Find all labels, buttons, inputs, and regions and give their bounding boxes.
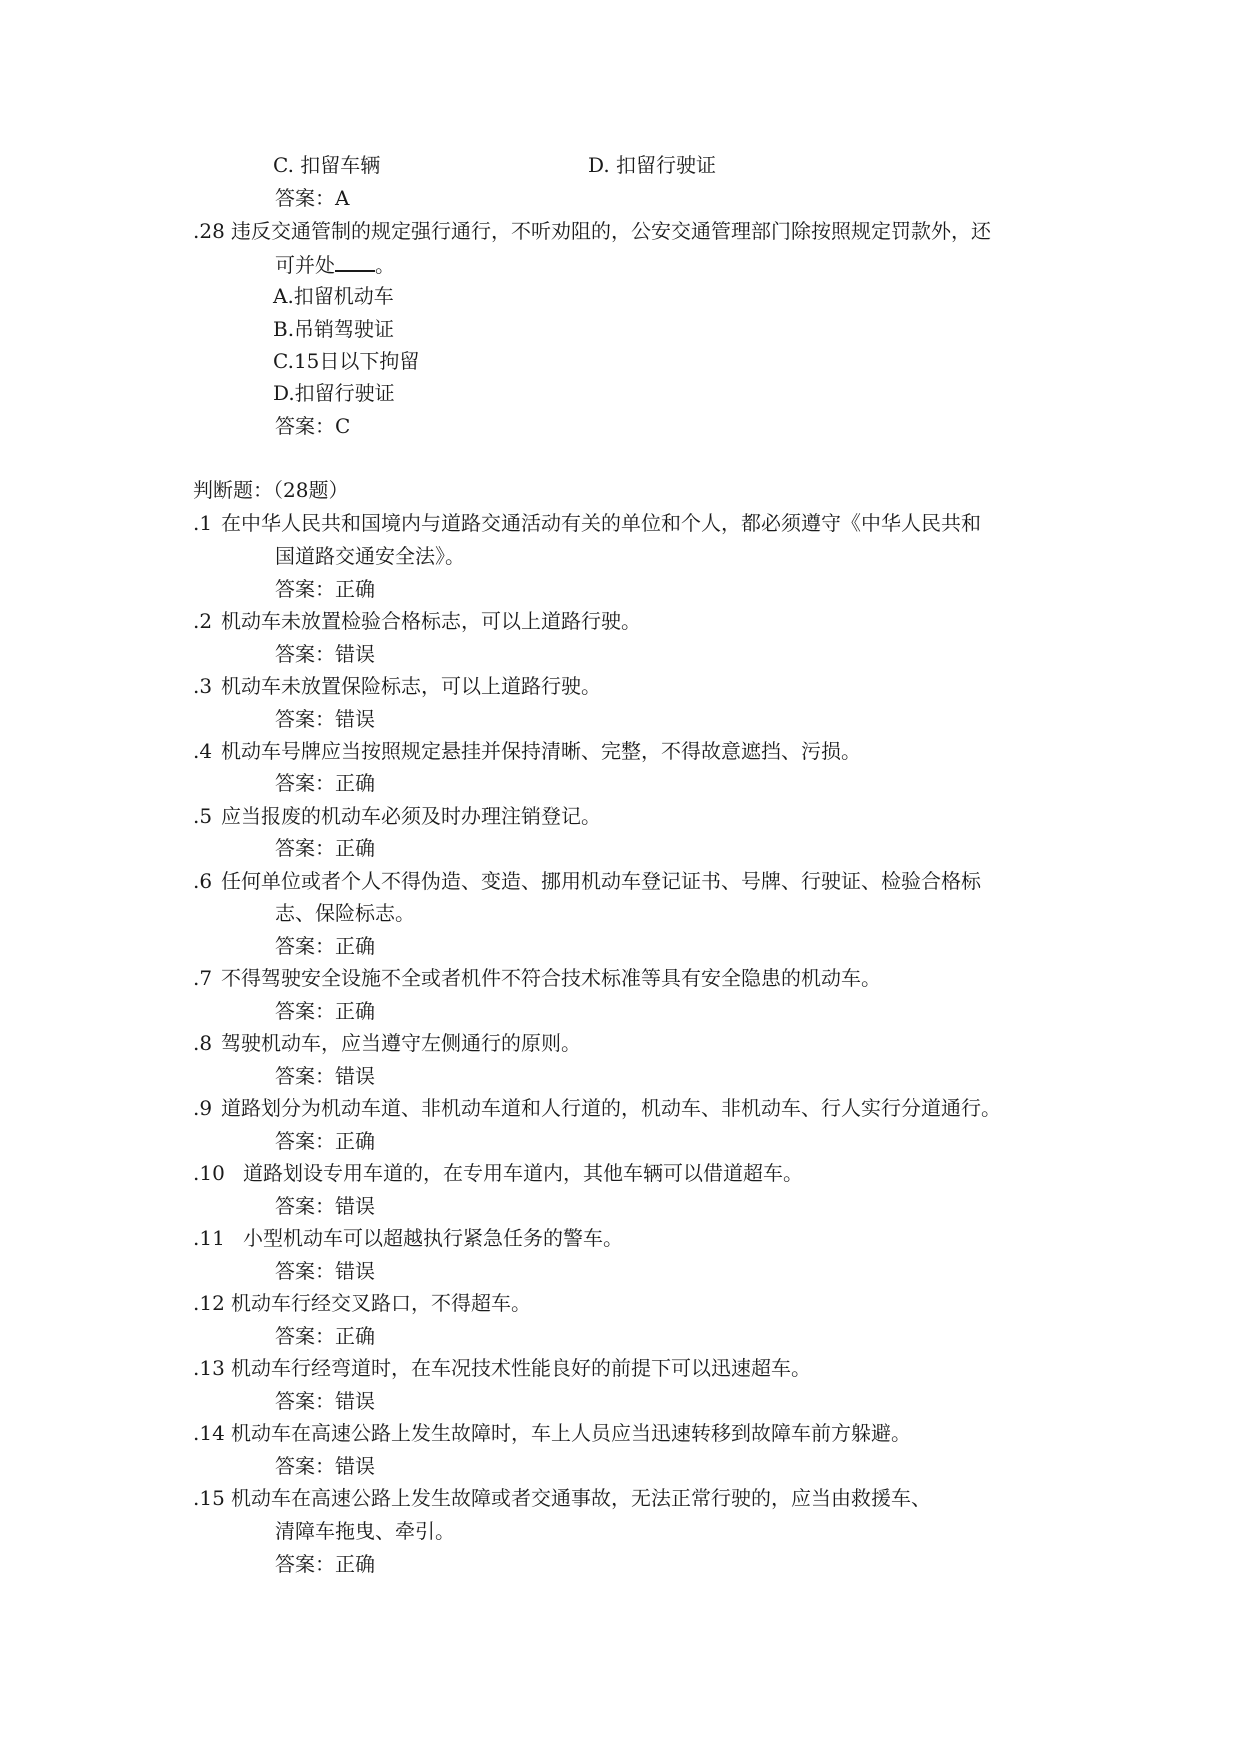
tf-text: 在中华人民共和国境内与道路交通活动有关的单位和个人，都必须遵守《中华人民共和 [221,511,981,535]
tf-text: 机动车在高速公路上发生故障时，车上人员应当迅速转移到故障车前方躲避。 [231,1421,911,1445]
q28-text-line2 [275,252,395,276]
q28-answer: 答案：C [275,414,351,438]
tf-number: .5 [193,804,213,828]
q28-text-before: 可并处 [275,253,335,277]
q28-blank [335,252,375,272]
q28-option-b: B.吊销驾驶证 [273,317,395,341]
tf-answer: 答案：错误 [275,642,375,666]
tf-answer: 答案：正确 [275,1552,375,1576]
q28-option-d: D.扣留行驶证 [273,381,395,405]
tf-number: .6 [193,869,213,893]
tf-text-cont: 志、保险标志。 [275,901,415,925]
tf-number: .13 [193,1356,225,1380]
tf-number: .9 [193,1096,213,1120]
tf-answer: 答案：正确 [275,577,375,601]
q28-option-c: C.15日以下拘留 [273,349,420,373]
answer-prev: 答案：A [275,186,350,210]
tf-answer: 答案：错误 [275,1259,375,1283]
tf-answer: 答案：正确 [275,1324,375,1348]
tf-text: 道路划设专用车道的，在专用车道内，其他车辆可以借道超车。 [243,1161,803,1185]
tf-number: .14 [193,1421,225,1445]
tf-number: .15 [193,1486,225,1510]
tf-number: .10 [193,1161,225,1185]
tf-text: 任何单位或者个人不得伪造、变造、挪用机动车登记证书、号牌、行驶证、检验合格标 [221,869,981,893]
tf-answer: 答案：正确 [275,999,375,1023]
tf-number: .11 [193,1226,225,1250]
tf-answer: 答案：正确 [275,934,375,958]
q28-option-a: A.扣留机动车 [273,284,394,308]
tf-text-cont: 清障车拖曳、牵引。 [275,1519,455,1543]
tf-answer: 答案：错误 [275,1194,375,1218]
q28-text-line1: 违反交通管制的规定强行通行，不听劝阻的，公安交通管理部门除按照规定罚款外，还 [231,219,991,243]
tf-text: 不得驾驶安全设施不全或者机件不符合技术标准等具有安全隐患的机动车。 [221,966,881,990]
tf-answer: 答案：正确 [275,771,375,795]
tf-number: .8 [193,1031,213,1055]
tf-text: 应当报废的机动车必须及时办理注销登记。 [221,804,601,828]
tf-answer: 答案：错误 [275,1064,375,1088]
tf-text: 机动车号牌应当按照规定悬挂并保持清晰、完整，不得故意遮挡、污损。 [221,739,861,763]
option-d: D. 扣留行驶证 [588,153,717,177]
tf-answer: 答案：正确 [275,836,375,860]
tf-text: 机动车未放置检验合格标志，可以上道路行驶。 [221,609,641,633]
tf-text: 道路划分为机动车道、非机动车道和人行道的，机动车、非机动车、行人实行分道通行。 [221,1096,1001,1120]
tf-answer: 答案：错误 [275,707,375,731]
section-title: 判断题：（28题） [193,478,349,502]
option-c: C. 扣留车辆 [273,153,381,177]
tf-number: .12 [193,1291,225,1315]
tf-answer: 答案：错误 [275,1454,375,1478]
tf-answer: 答案：错误 [275,1389,375,1413]
tf-text: 机动车未放置保险标志，可以上道路行驶。 [221,674,601,698]
tf-text: 小型机动车可以超越执行紧急任务的警车。 [243,1226,623,1250]
tf-answer: 答案：正确 [275,1129,375,1153]
tf-number: .1 [193,511,213,535]
q28-text-after: 。 [375,253,395,277]
tf-text: 机动车行经弯道时，在车况技术性能良好的前提下可以迅速超车。 [231,1356,811,1380]
q28-number: .28 [193,219,225,243]
tf-number: .7 [193,966,213,990]
tf-text: 机动车行经交叉路口，不得超车。 [231,1291,531,1315]
tf-text: 驾驶机动车，应当遵守左侧通行的原则。 [221,1031,581,1055]
tf-text-cont: 国道路交通安全法》。 [275,544,465,568]
tf-number: .2 [193,609,213,633]
tf-number: .3 [193,674,213,698]
tf-number: .4 [193,739,213,763]
tf-text: 机动车在高速公路上发生故障或者交通事故，无法正常行驶的，应当由救援车、 [231,1486,931,1510]
